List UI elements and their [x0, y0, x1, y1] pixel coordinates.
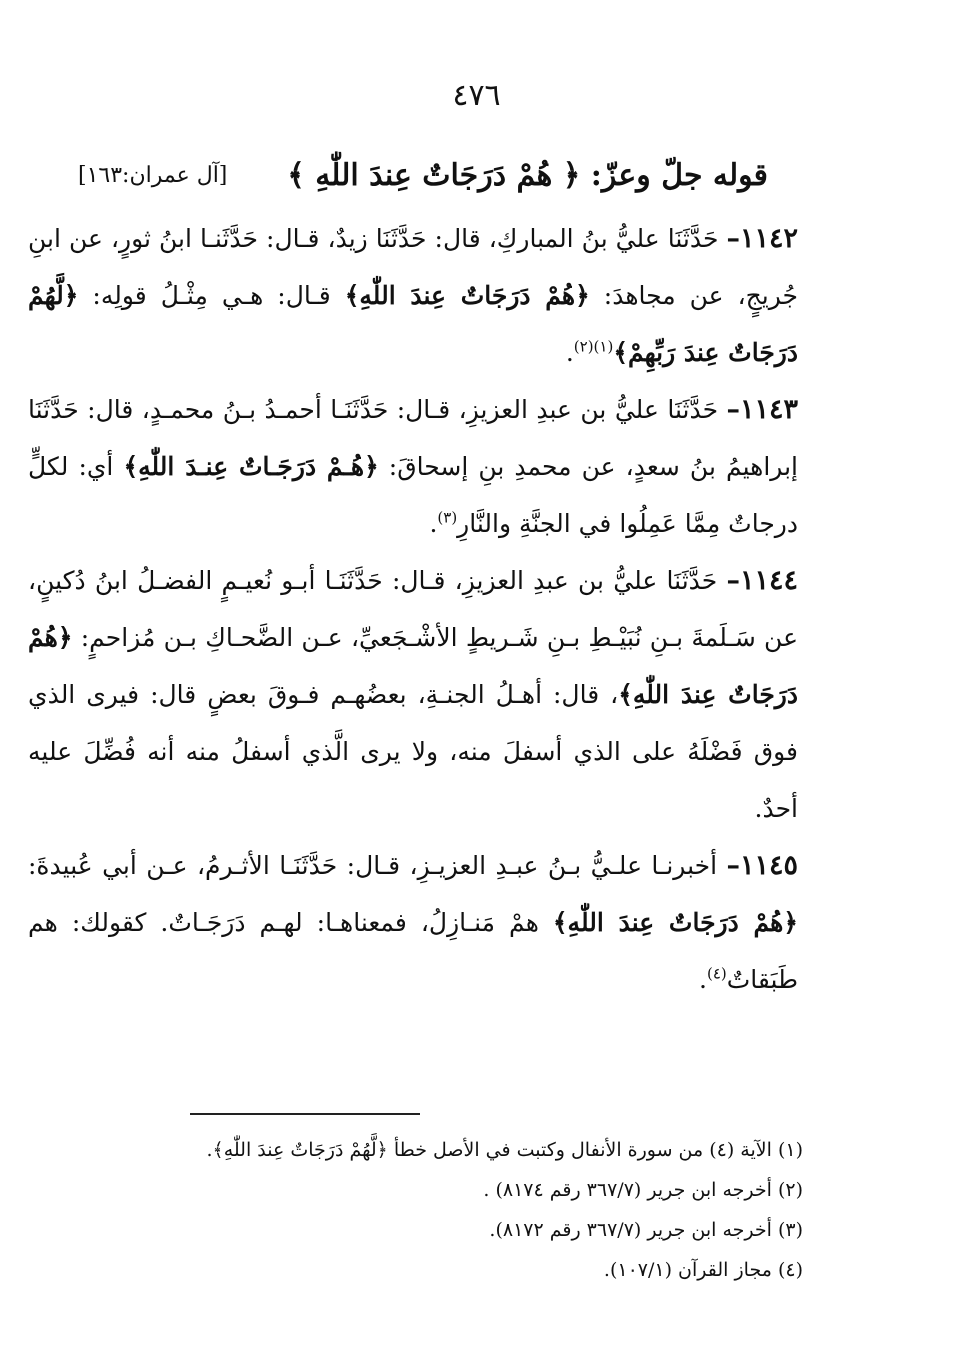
- footnote-3: (٣) أخرجه ابن جرير (٣٦٧/٧ رقم ٨١٧٢).: [489, 1219, 803, 1241]
- entry-text: أي: لكلٍّ درجاتٌ مِمَّا عَمِلُوا في الجنَّةِ والنَّارِ: [28, 452, 798, 538]
- entry-number: ١١٤٤–: [726, 565, 798, 596]
- quran-quote: ﴿هُـمْ دَرَجَـاتٌ عِنـدَ اللّٰهِ﴾: [123, 452, 379, 481]
- entry-text: .: [429, 509, 438, 538]
- entry-text: قـال: هـي مِثْـلُ قولِه:: [78, 281, 345, 310]
- entry-number: ١١٤٢–: [726, 223, 798, 254]
- footnote-ref: (١)(٢): [573, 337, 614, 356]
- verse-reference: [آل عمران:١٦٣]: [78, 163, 228, 188]
- quran-quote: ﴿هُمْ دَرَجَاتٌ عِندَ اللّٰهِ﴾: [552, 908, 798, 937]
- entry-text: ، قال: أهـلُ الجنـةِ، بعضُهـم فـوقَ بعضٍ قال: فيرى الذي فوق فَضْلَهُ على الذي أسفلَ منه، ولا يرى الَّذي أسفلُ منه أنه فُضِّلَ عليه أحدٌ.: [28, 680, 798, 823]
- hadith-1144: [28, 552, 798, 837]
- hadith-1145: [28, 837, 798, 1008]
- hadith-1143: [28, 381, 798, 552]
- footnote-4: (٤) مجاز القرآن (١٠٧/١).: [603, 1259, 803, 1281]
- entry-text: حَدَّثَنَا عليُّ بن عبدِ العزيزِ، قـال: حَدَّثَنَـا أحمـدُ بـنُ محمـدٍ، قال: حَدَّثَنَا إبراهيمُ بنُ سعدٍ، عن محمدِ بنِ إسحاقَ:: [28, 395, 799, 481]
- quran-quote: ﴿هُمْ دَرَجَاتٌ عِندَ اللّٰهِ﴾: [344, 281, 590, 310]
- entry-text: حَدَّثَنَا عليُّ بنُ المباركِ، قال: حَدَّثَنَا زيدٌ، قـال: حَدَّثَنـا ابنُ ثورٍ، عن ابنِ جُريجٍ، عن مجاهدَ:: [28, 224, 799, 310]
- entry-number: ١١٤٣–: [726, 394, 798, 425]
- entry-text: همْ مَنـازِلُ، فمعناهـا: لهـم دَرَجَـاتٌ. كقولك: هم طَبَقاتٌ: [28, 908, 798, 994]
- quran-quote: ﴿لَّهُمْ دَرَجَاتٌ عِندَ رَبِّهِمْ﴾: [28, 281, 798, 367]
- body-text: [28, 210, 798, 1008]
- quran-quote: ﴿هُمْ دَرَجَاتٌ عِندَ اللّٰهِ﴾: [28, 623, 798, 709]
- section-heading: [78, 150, 768, 202]
- footnotes: [83, 1130, 803, 1290]
- entry-number: ١١٤٥–: [726, 850, 798, 881]
- footnote-2: (٢) أخرجه ابن جرير (٣٦٧/٧ رقم ٨١٧٤) .: [483, 1179, 803, 1201]
- footnote-1: (١) الآية (٤) من سورة الأنفال وكتبت في الأصل خطأ ﴿لَّهُمْ دَرَجَاتٌ عِندَ اللّٰهِ﴾.: [206, 1139, 803, 1161]
- entry-text: حَدَّثَنَا عليُّ بن عبدِ العزيزِ، قـال: حَدَّثَنَـا أبـو نُعيـمٍ الفضـلُ ابنُ دُكينٍ، عن سَـلَمةَ بـنِ نُبَيْـطِ بـنِ شَـريطٍ الأشْـجَعيِّ، عـن الضَّحـاكِ بـن مُزاحمٍ:: [28, 566, 798, 652]
- hadith-1142: [28, 210, 798, 381]
- entry-text: .: [699, 965, 707, 994]
- footnote-divider: [190, 1113, 420, 1115]
- heading-title: قوله جلّ وعزّ: ﴿ هُمْ دَرَجَاتٌ عِندَ اللّٰهِ ﴾: [287, 158, 768, 193]
- footnote-ref: (٣): [437, 508, 458, 527]
- page-number: ٤٧٦: [452, 78, 501, 113]
- entry-text: أخبرنـا علـيُّ بـنُ عبـدِ العزيـزِ، قـال: حَدَّثَنَـا الأثـرمُ، عـن أبي عُبيدةَ:: [28, 851, 727, 880]
- entry-text: .: [565, 338, 574, 367]
- footnote-ref: (٤): [706, 964, 727, 983]
